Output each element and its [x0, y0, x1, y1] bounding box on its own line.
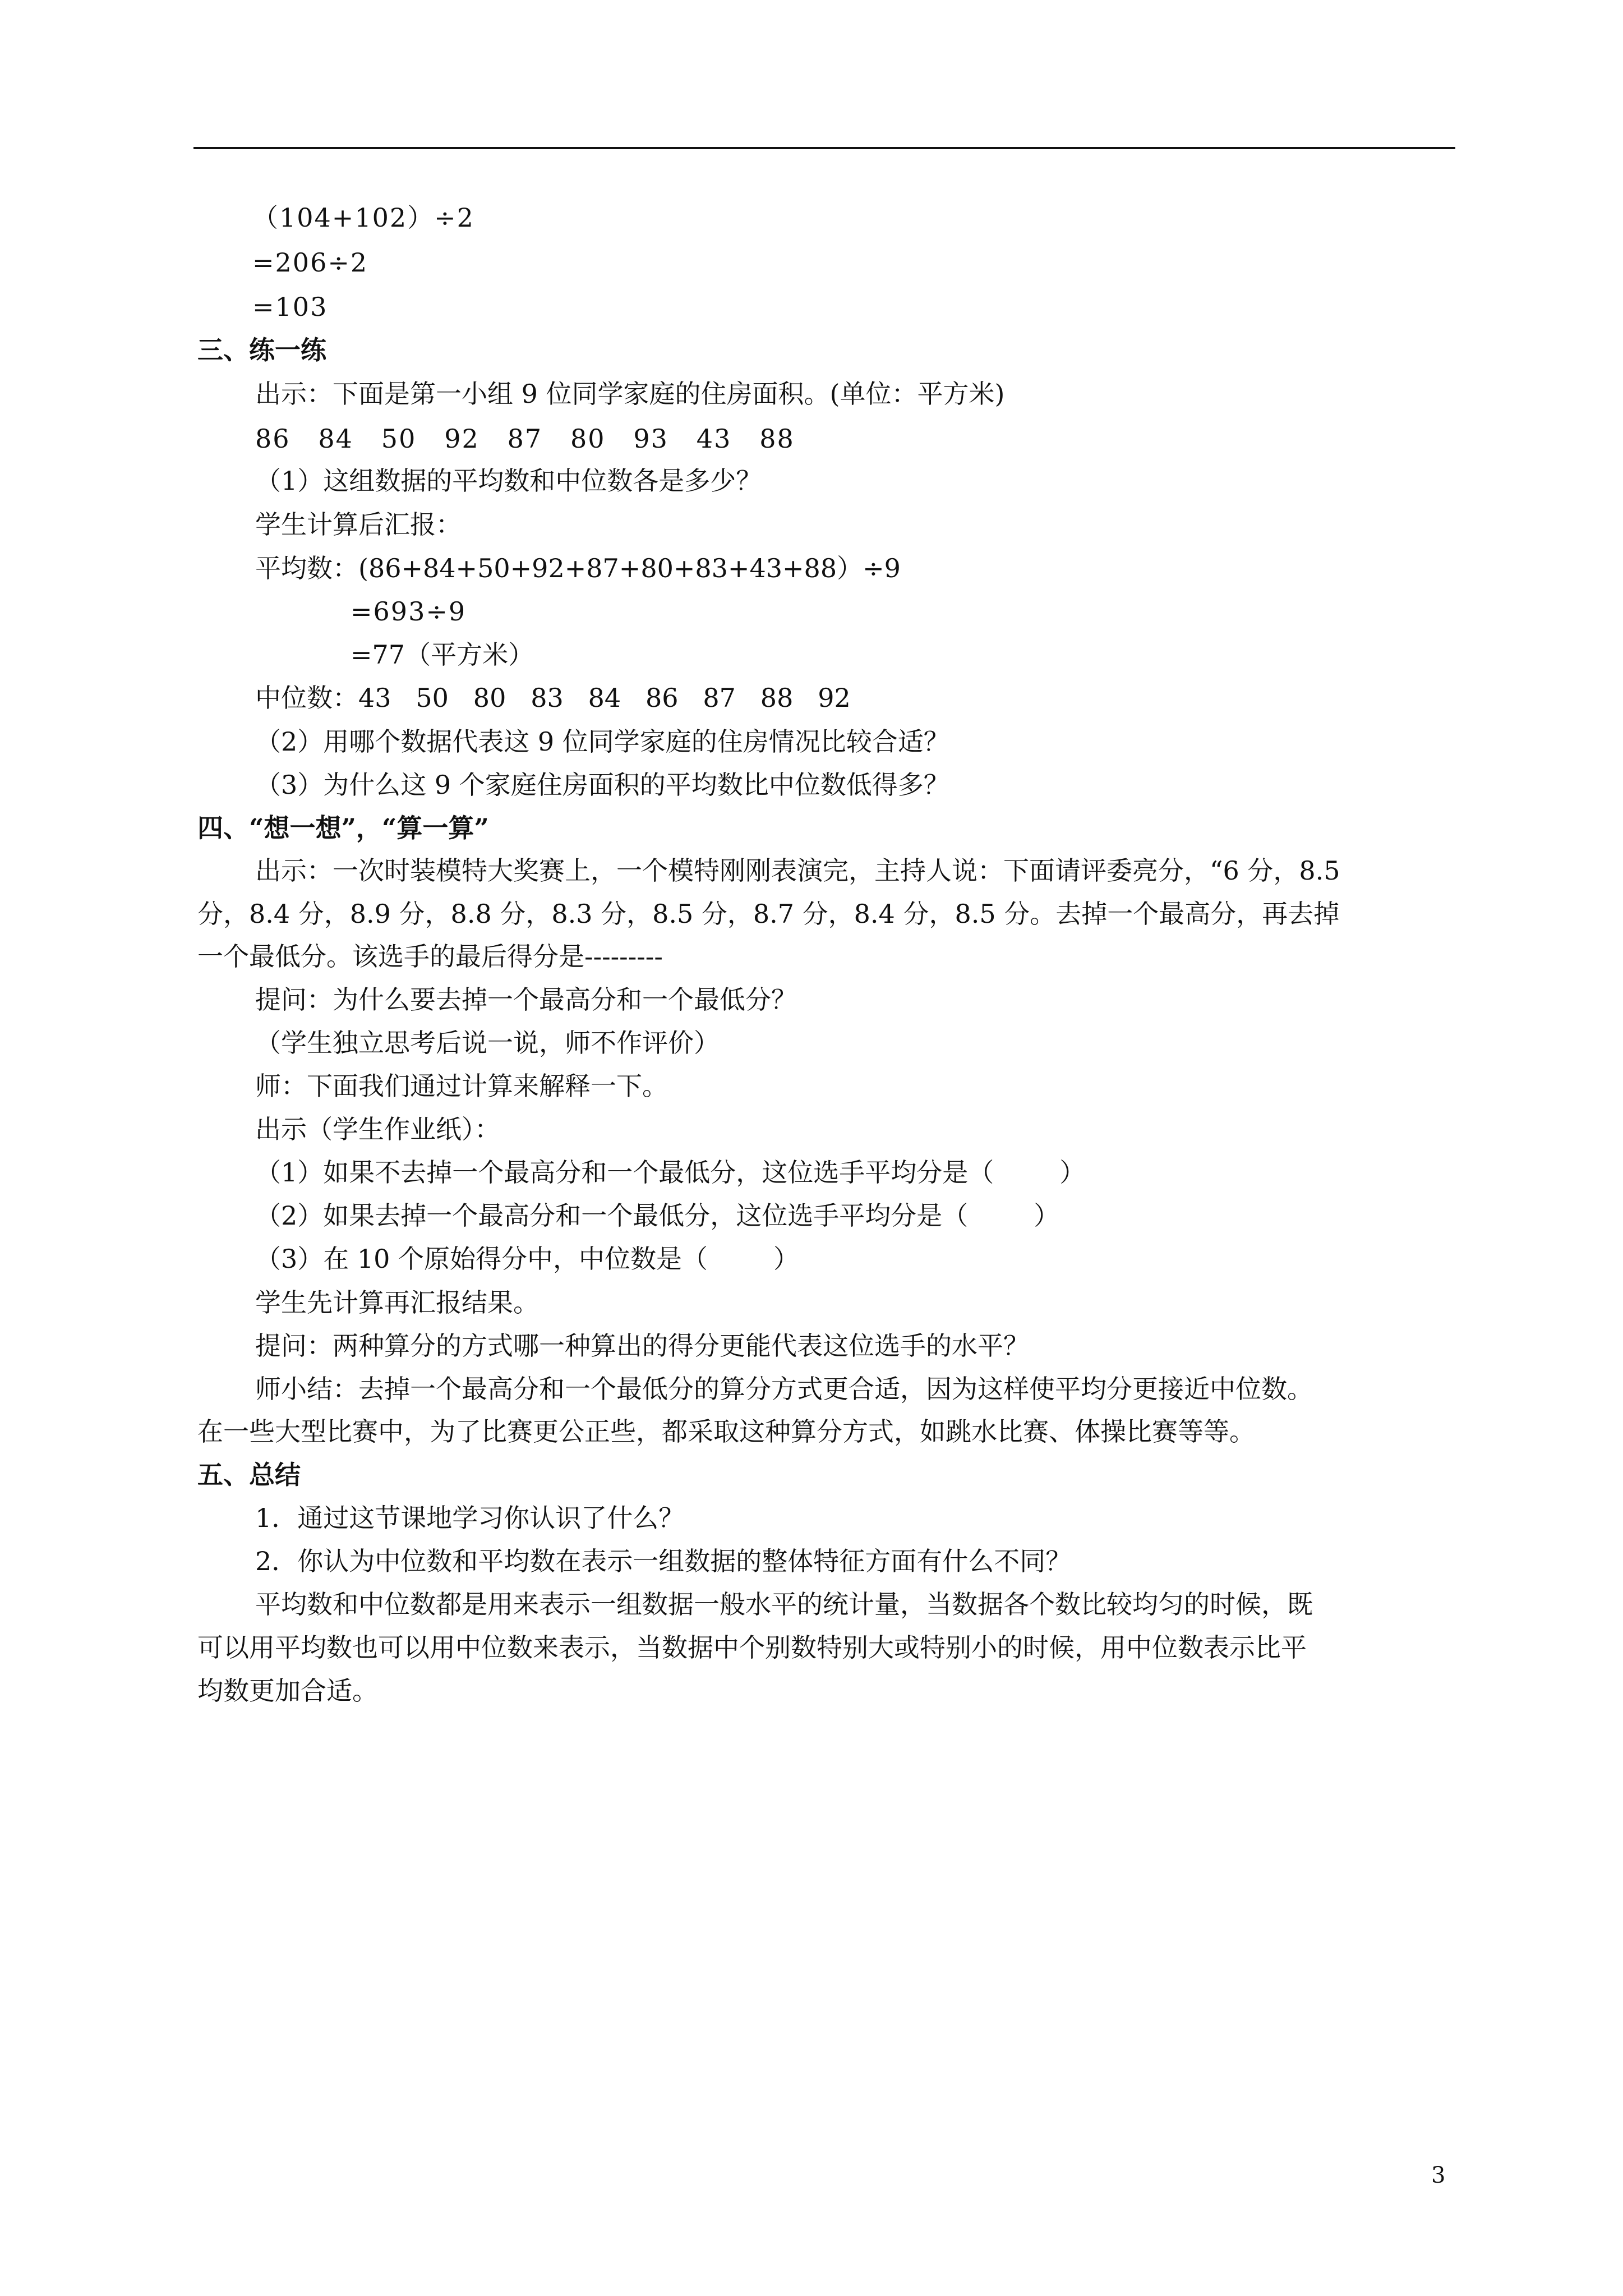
- header-rule: [193, 147, 1455, 149]
- paragraph: 出示：下面是第一小组 9 位同学家庭的住房面积。(单位：平方米): [255, 379, 1005, 409]
- paragraph: 学生先计算再汇报结果。: [255, 1287, 539, 1318]
- calc-line-1: （104+102）÷2: [252, 203, 474, 233]
- section-heading-think: 四、“想一想”，“算一算”: [197, 813, 489, 843]
- question-3: （3）为什么这 9 个家庭住房面积的平均数比中位数低得多？: [255, 770, 949, 800]
- section-heading-summary: 五、总结: [197, 1460, 301, 1490]
- median-values: 中位数：43 50 80 83 84 86 87 88 92: [255, 683, 851, 713]
- worksheet-item-1: （1）如果不去掉一个最高分和一个最低分，这位选手平均分是（ ）: [255, 1157, 1086, 1188]
- paragraph: 一个最低分。该选手的最后得分是---------: [197, 941, 663, 972]
- paragraph: 可以用平均数也可以用中位数来表示，当数据中个别数特别大或特别小的时候，用中位数表示比平: [197, 1632, 1307, 1663]
- mean-formula: 平均数：(86+84+50+92+87+80+83+43+88）÷9: [255, 553, 901, 583]
- worksheet-item-3: （3）在 10 个原始得分中，中位数是（ ）: [255, 1244, 800, 1274]
- paragraph: （学生独立思考后说一说，师不作评价）: [255, 1028, 720, 1058]
- paragraph: 提问：为什么要去掉一个最高分和一个最低分？: [255, 984, 797, 1015]
- calc-line-3: =103: [252, 292, 328, 322]
- paragraph: 提问：两种算分的方式哪一种算出的得分更能代表这位选手的水平？: [255, 1331, 1029, 1361]
- data-values: 86 84 50 92 87 80 93 43 88: [255, 424, 795, 454]
- section-heading-practice: 三、练一练: [197, 335, 326, 365]
- paragraph: 出示：一次时装模特大奖赛上，一个模特刚刚表演完，主持人说：下面请评委亮分，“6 分，8.5: [255, 855, 1340, 886]
- paragraph: 师：下面我们通过计算来解释一下。: [255, 1071, 668, 1101]
- summary-item-1: 1．通过这节课地学习你认识了什么？: [255, 1503, 685, 1533]
- paragraph: 分，8.4 分，8.9 分，8.8 分，8.3 分，8.5 分，8.7 分，8.4 分，8.5 分。去掉一个最高分，再去掉: [197, 899, 1340, 929]
- paragraph: 师小结：去掉一个最高分和一个最低分的算分方式更合适，因为这样使平均分更接近中位数。: [255, 1374, 1313, 1404]
- page-number: 3: [1431, 2162, 1446, 2188]
- paragraph: 学生计算后汇报：: [255, 509, 462, 540]
- question-2: （2）用哪个数据代表这 9 位同学家庭的住房情况比较合适？: [255, 726, 949, 757]
- paragraph: 均数更加合适。: [197, 1676, 378, 1706]
- calc-line-2: =206÷2: [252, 247, 368, 278]
- worksheet-item-2: （2）如果去掉一个最高分和一个最低分，这位选手平均分是（ ）: [255, 1200, 1060, 1231]
- paragraph: 出示（学生作业纸）：: [255, 1114, 500, 1144]
- paragraph: 在一些大型比赛中，为了比赛更公正些，都采取这种算分方式，如跳水比赛、体操比赛等等。: [197, 1416, 1255, 1447]
- paragraph: 平均数和中位数都是用来表示一组数据一般水平的统计量，当数据各个数比较均匀的时候，既: [255, 1589, 1313, 1619]
- summary-item-2: 2．你认为中位数和平均数在表示一组数据的整体特征方面有什么不同？: [255, 1546, 1072, 1576]
- question-1: （1）这组数据的平均数和中位数各是多少？: [255, 466, 762, 496]
- mean-result: =77（平方米）: [351, 639, 534, 670]
- mean-step: =693÷9: [351, 596, 467, 627]
